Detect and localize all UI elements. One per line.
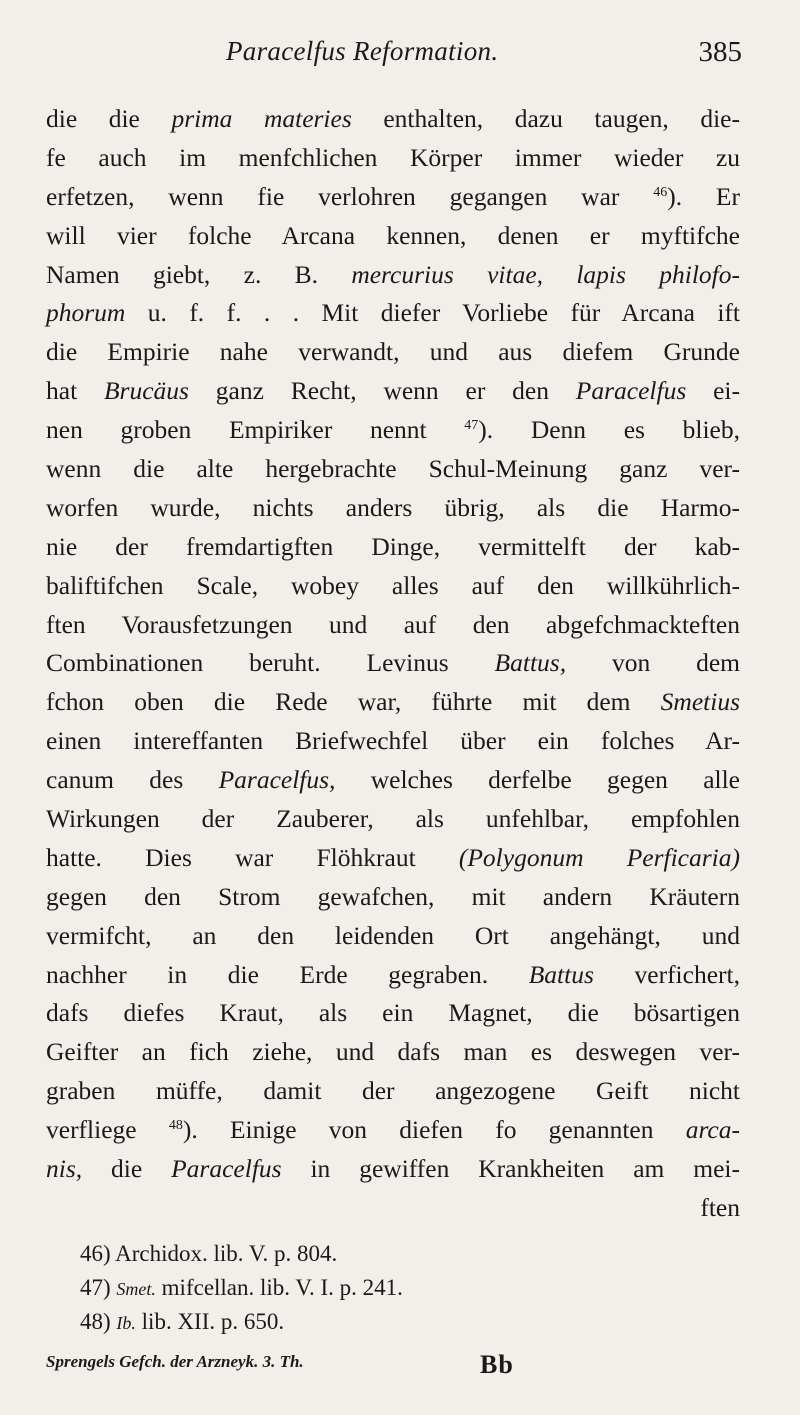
text-span: Geifter an fich ziehe, und dafs man es deswegen ver-: [46, 1037, 740, 1067]
text-line: [46, 1150, 740, 1189]
page-header: [0, 36, 800, 76]
text-span: graben müffe, damit der angezogene Geift nicht: [46, 1076, 740, 1106]
text-span: ganz Recht, wenn er den: [188, 376, 576, 406]
text-span: baliftifchen Scale, wobey alles auf den willkührlich-: [46, 570, 740, 600]
text-span: will vier folche Arcana kennen, denen er myftifche: [46, 220, 740, 250]
text-line: [46, 178, 740, 217]
text-span: erfetzen, wenn fie verlohren gegangen war: [46, 181, 654, 211]
text-line: [46, 917, 740, 956]
text-span: hat: [46, 376, 104, 406]
italic-text: (Polygonum Perficaria): [458, 842, 740, 872]
text-span: nachher in die Erde gegraben.: [46, 959, 529, 989]
footnote-text: 48): [80, 1309, 117, 1334]
text-span: ). Denn es blieb,: [478, 415, 740, 445]
page-number: 385: [698, 36, 742, 68]
text-span: fe auch im menfchlichen Körper immer wieder zu: [46, 142, 740, 172]
text-line: [46, 800, 740, 839]
text-span: ei-: [686, 376, 740, 406]
italic-text: Smet.: [116, 1279, 156, 1299]
text-line: [46, 411, 740, 450]
text-line: [46, 1033, 740, 1072]
text-line: [46, 528, 740, 567]
text-span: Wirkungen der Zauberer, als unfehlbar, empfohlen: [46, 804, 740, 834]
text-span: die die: [46, 104, 172, 133]
text-line: [46, 1189, 740, 1228]
text-line: [46, 761, 740, 800]
footnote: [80, 1237, 403, 1271]
text-span: ften: [700, 1192, 740, 1222]
text-line: [46, 994, 740, 1033]
printer-signature-title: Sprengels Gefch. der Arzneyk. 3. Th.: [46, 1352, 304, 1371]
text-span: verfliege: [46, 1115, 169, 1145]
text-line: [46, 567, 740, 606]
text-line: [46, 1111, 740, 1150]
footnote-text: 46) Archidox. lib. V. p. 804.: [80, 1241, 338, 1266]
text-line: [46, 294, 740, 333]
text-line: [46, 100, 740, 139]
text-line: [46, 217, 740, 256]
text-span: die: [82, 1154, 172, 1184]
text-line: [46, 722, 740, 761]
italic-text: prima materies: [171, 104, 352, 133]
footnote: [80, 1305, 403, 1339]
text-span: Combinationen beruht. Levinus: [46, 648, 495, 678]
signature-mark: Bb: [480, 1350, 514, 1379]
footnote-ref: 47: [464, 418, 479, 434]
text-span: die Empirie nahe verwandt, und aus diefem Grunde: [46, 337, 740, 367]
text-line: [46, 256, 740, 295]
text-line: [46, 644, 740, 683]
footnote-text: 47): [80, 1275, 117, 1300]
text-line: [46, 956, 740, 995]
text-line: [46, 1072, 740, 1111]
body-text: [46, 100, 740, 1228]
footnotes: [80, 1237, 403, 1339]
text-line: [46, 839, 740, 878]
running-title: Paracelfus Reformation.: [226, 36, 499, 66]
text-span: hatte. Dies war Flöhkraut: [46, 842, 459, 872]
text-span: fchon oben die Rede war, führte mit dem: [46, 687, 661, 717]
footnote-ref: 48: [168, 1118, 183, 1134]
text-line: [46, 139, 740, 178]
text-span: Namen giebt, z. B.: [46, 259, 352, 289]
text-line: [46, 606, 740, 645]
text-span: einen intereffanten Briefwechfel über ein folches Ar-: [46, 726, 740, 756]
text-span: ften Vorausfetzungen und auf den abgefchmackteften: [46, 609, 740, 639]
text-span: gegen den Strom gewafchen, mit andern Kräutern: [46, 881, 740, 911]
italic-text: mercurius vitae, lapis philofo-: [351, 259, 740, 289]
text-span: worfen wurde, nichts anders übrig, als die Harmo-: [46, 492, 740, 522]
text-span: u. f. f. . . Mit diefer Vorliebe für Arcana ift: [125, 298, 740, 328]
italic-text: Paracelfus: [171, 1154, 282, 1184]
text-line: [46, 450, 740, 489]
text-span: welches derfelbe gegen alle: [335, 765, 740, 795]
text-span: von dem: [566, 648, 741, 678]
text-span: in gewiffen Krankheiten am mei-: [281, 1154, 740, 1184]
italic-text: Smetius: [660, 687, 740, 717]
italic-text: Paracelfus: [575, 376, 687, 406]
page-footer: [46, 1350, 740, 1380]
text-line: [46, 372, 740, 411]
text-line: [46, 333, 740, 372]
italic-text: arca-: [685, 1115, 740, 1145]
footnote: [80, 1271, 403, 1305]
text-span: enthalten, dazu taugen, die-: [351, 104, 740, 133]
italic-text: nis,: [46, 1154, 83, 1184]
text-span: canum des: [46, 765, 219, 795]
footnote-ref: 46: [653, 184, 668, 200]
text-span: vermifcht, an den leidenden Ort angehängt, und: [46, 920, 740, 950]
text-span: wenn die alte hergebrachte Schul-Meinung ganz ver-: [46, 454, 740, 484]
text-line: [46, 683, 740, 722]
italic-text: phorum: [46, 298, 126, 328]
text-line: [46, 878, 740, 917]
italic-text: Brucäus: [103, 376, 189, 406]
italic-text: Battus,: [494, 648, 567, 678]
text-span: ). Er: [667, 181, 741, 211]
text-span: nen groben Empiriker nennt: [46, 415, 465, 445]
text-span: ). Einige von diefen fo genannten: [182, 1115, 686, 1145]
text-line: [46, 489, 740, 528]
italic-text: Paracelfus,: [218, 765, 336, 795]
text-span: dafs diefes Kraut, als ein Magnet, die bösartigen: [46, 998, 740, 1028]
italic-text: Ib.: [116, 1313, 136, 1333]
footnote-text: mifcellan. lib. V. I. p. 241.: [155, 1275, 403, 1300]
text-span: verfichert,: [593, 959, 740, 989]
text-span: nie der fremdartigften Dinge, vermittelft der kab-: [46, 531, 740, 561]
footnote-text: lib. XII. p. 650.: [135, 1309, 285, 1334]
italic-text: Battus: [528, 959, 594, 989]
